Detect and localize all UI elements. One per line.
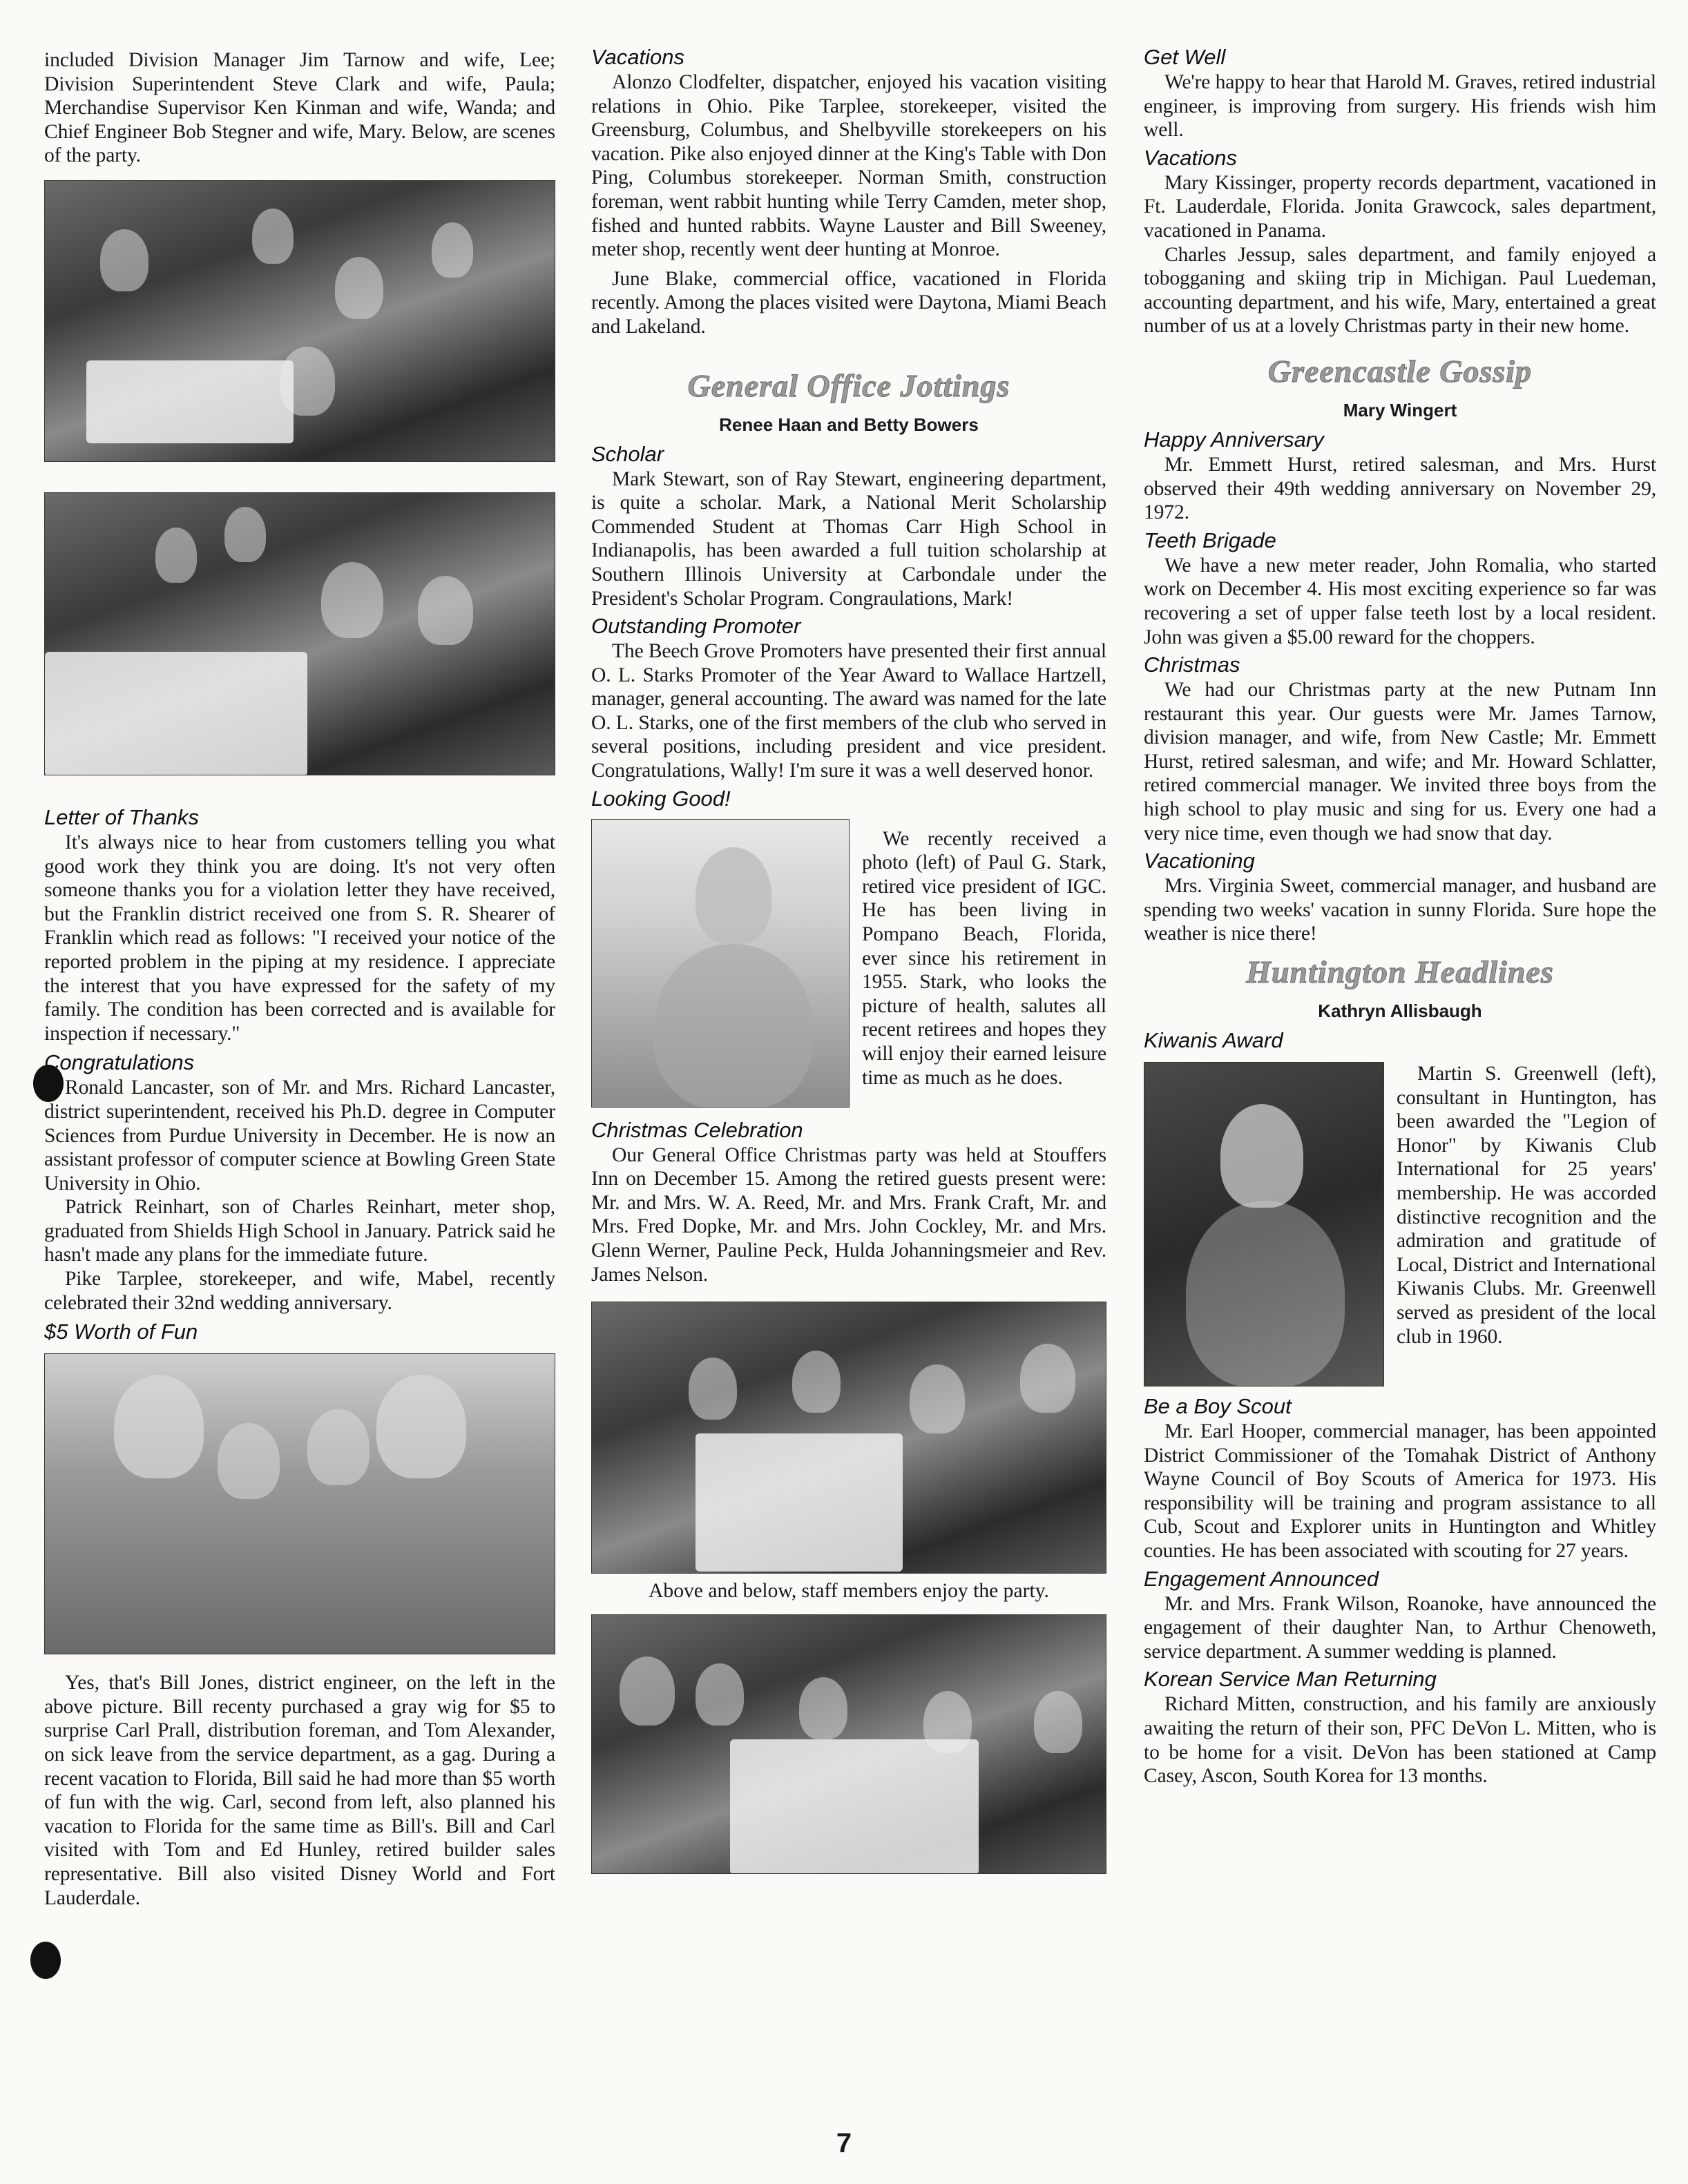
huntington-headlines-title: Huntington Headlines — [1246, 954, 1554, 990]
boy-scout-body: Mr. Earl Hooper, commercial manager, has been appointed District Commissioner of the Tomahak District of Anthony Wayne Council of Boy Scouts of America for 1973. His responsibility will be training and program assistance to all Cub, Scout and Explorer units in Huntington and Whitley counties. He has been associated with scouting for 27 years. — [1144, 1420, 1656, 1562]
vacations-col3-paragraph-1: Mary Kissinger, property records department, vacationed in Ft. Lauderdale, Florida. Jonita Grawcock, sales department, vacationed in Panama. — [1144, 171, 1656, 242]
martin-greenwell-photo — [1144, 1062, 1384, 1386]
general-office-byline: Renee Haan and Betty Bowers — [719, 414, 979, 435]
party-photo-caption: Above and below, staff members enjoy the party. — [649, 1580, 1049, 1603]
vacationing-heading: Vacationing — [1144, 849, 1255, 873]
get-well-body: We're happy to hear that Harold M. Graves, retired industrial engineer, is improving from surgery. His friends wish him well. — [1144, 71, 1656, 142]
vacations-paragraph-2: June Blake, commercial office, vacationed in Florida recently. Among the places visited were Daytona, Miami Beach and Lakeland. — [591, 267, 1106, 338]
christmas-party-photo-1 — [591, 1302, 1106, 1574]
letter-of-thanks-heading: Letter of Thanks — [44, 804, 200, 829]
korean-service-body: Richard Mitten, construction, and his family are anxiously awaiting the return of their son, PFC DeVon L. Mitten, who is to be home for a visit. DeVon has been stationed at Camp Casey, Ascon, South Korea for 13 months. — [1144, 1693, 1656, 1788]
intro-paragraph: included Division Manager Jim Tarnow and wife, Lee; Division Superintendent Steve Clark and wife, Paula; Merchandise Supervisor Ken Kinman and wife, Wanda; and Chief Engineer Bob Stegner and wife, Mary. Below, are scenes of the party. — [44, 49, 555, 167]
korean-service-heading: Korean Service Man Returning — [1144, 1667, 1437, 1692]
engagement-body: Mr. and Mrs. Frank Wilson, Roanoke, have announced the engagement of their daughter Nan, to Arthur Chenoweth, service department. A summer wedding is planned. — [1144, 1592, 1656, 1663]
christmas-party-photo-2 — [591, 1614, 1106, 1874]
looking-good-body: We recently received a photo (left) of Paul G. Stark, retired vice president of IGC. He has been living in Pompano Beach, Florida, ever since his retirement in 1955. Stark, who looks the picture of health, salutes all recent retirees and hopes they will enjoy their earned leisure time as much as he does. — [862, 827, 1106, 1089]
congratulations-paragraph-2: Patrick Reinhart, son of Charles Reinhart, meter shop, graduated from Shields High School in January. Patrick said he hasn't made any plans for the immediate future. — [44, 1196, 555, 1266]
wig-photo — [44, 1353, 555, 1654]
teeth-brigade-body: We have a new meter reader, John Romalia, who started work on December 4. His most exciting experience so far was recovering a set of upper false teeth lost by a local resident. John was given a $5.00 reward for the choppers. — [1144, 554, 1656, 648]
five-dollar-fun-body: Yes, that's Bill Jones, district engineer, on the left in the above picture. Bill recenty purchased a gray wig for $5 to surprise Carl Prall, distribution foreman, and Tom Alexander, on sick leave from the service department, as a gag. During a recent vacation to Florida, Bill said he had more than $5 worth of fun with the wig. Carl, second from left, also planned his vacation to Florida for the same time as Bill's. Bill and Carl visited with Tom and Ed Hunley, retired builder sales representative. Bill also visited Disney World and Fort Lauderdale. — [44, 1672, 555, 1909]
kiwanis-award-body: Martin S. Greenwell (left), consultant in Huntington, has been awarded the "Legion of Honor" by Kiwanis Club International for 25 years' membership. He was accorded distinctive recognition and the admiration and gratitude of Local, District and International Kiwanis Clubs. Mr. Greenwell served as president of the local club in 1960. — [1397, 1063, 1656, 1348]
get-well-heading: Get Well — [1144, 45, 1226, 69]
column-2 — [591, 45, 1106, 1874]
congratulations-heading: Congratulations — [44, 1050, 195, 1075]
christmas-heading: Christmas — [1144, 653, 1240, 677]
christmas-body: We had our Christmas party at the new Putnam Inn restaurant this year. Our guests were Mr. James Tarnow, division manager, and wife, from New Castle; Mr. Emmett Hurst, retired salesman, and wife; and Mr. Howard Schlatter, retired commercial manager. We invited three boys from the high school to play music and sing for us. Every one had a very nice time, even though we had snow that day. — [1144, 679, 1656, 844]
party-photo-1 — [44, 180, 555, 462]
vacations-heading-col3: Vacations — [1144, 145, 1237, 170]
vacations-heading: Vacations — [591, 45, 684, 69]
general-office-jottings-title: General Office Jottings — [687, 367, 1010, 403]
letter-of-thanks-body: It's always nice to hear from customers telling you what good work they think you are doing. It's not very often someone thanks you for a violation letter they have received, but the Franklin district received one from S. R. Shearer of Franklin which read as follows: "I received your notice of the reported problem in the piping at my residence. I appreciate the interest that you have expressed for the safety of my family. The condition has been corrected and is available for inspection if necessary." — [44, 831, 555, 1045]
vacationing-body: Mrs. Virginia Sweet, commercial manager, and husband are spending two weeks' vacation in sunny Florida. Sure hope the weather is nice there! — [1144, 875, 1656, 945]
congratulations-paragraph-1: Ronald Lancaster, son of Mr. and Mrs. Richard Lancaster, district superintendent, received his Ph.D. degree in Computer Sciences from Purdue University in December. He is now an assistant professor of computer science at Bowling Green State University in Ohio. — [44, 1076, 555, 1195]
vacations-col3-paragraph-2: Charles Jessup, sales department, and family enjoyed a tobogganing and skiing trip in Michigan. Paul Luedeman, accounting department, and his wife, Mary, entertained a great number of us at a lovely Christmas party in their new home. — [1144, 243, 1656, 338]
outstanding-promoter-body: The Beech Grove Promoters have presented their first annual O. L. Starks Promoter of the Year Award to Wallace Hartzell, manager, general accounting. The award was named for the late O. L. Starks, one of the first members of the club who served in several positions, including president and vice president. Congratulations, Wally! I'm sure it was a well deserved honor. — [591, 640, 1106, 782]
party-photo-2 — [44, 492, 555, 775]
outstanding-promoter-heading: Outstanding Promoter — [591, 614, 801, 639]
five-dollar-fun-heading: $5 Worth of Fun — [44, 1320, 198, 1344]
greencastle-byline: Mary Wingert — [1343, 399, 1457, 421]
column-1 — [44, 48, 555, 1910]
boy-scout-heading: Be a Boy Scout — [1144, 1394, 1292, 1419]
teeth-brigade-heading: Teeth Brigade — [1144, 528, 1276, 552]
huntington-byline: Kathryn Allisbaugh — [1318, 1001, 1482, 1022]
christmas-celebration-body: Our General Office Christmas party was held at Stouffers Inn on December 15. Among the retired guests present were: Mr. and Mrs. W. A. Reed, Mr. and Mrs. Frank Craft, Mr. and Mrs. Fred Dopke, Mr. and Mrs. John Cockley, Mr. and Mrs. Glenn Werner, Pauline Peck, Hulda Johanningsmeier and Rev. James Nelson. — [591, 1143, 1106, 1286]
happy-anniversary-heading: Happy Anniversary — [1144, 427, 1324, 452]
greencastle-gossip-title: Greencastle Gossip — [1267, 353, 1533, 389]
paul-stark-photo — [591, 819, 850, 1108]
scholar-heading: Scholar — [591, 441, 664, 466]
engagement-heading: Engagement Announced — [1144, 1566, 1379, 1591]
page-number: 7 — [836, 2128, 852, 2158]
happy-anniversary-body: Mr. Emmett Hurst, retired salesman, and Mrs. Hurst observed their 49th wedding anniversary on November 29, 1972. — [1144, 453, 1656, 524]
column-3 — [1144, 45, 1656, 1788]
vacations-paragraph-1: Alonzo Clodfelter, dispatcher, enjoyed his vacation visiting relations in Ohio. Pike Tarplee, storekeeper, visited the Greensburg, Columbus, and Shelbyville storekeepers on his vacation. Pike also enjoyed dinner at the King's Table with Don Ping, Columbus storekeeper. Norman Smith, construction foreman, went rabbit hunting while Terry Camden, meter shop, fished and hunted rabbits. Wayne Lauster and Bill Sweeney, meter shop, recently went deer hunting at Monroe. — [591, 71, 1106, 261]
kiwanis-award-heading: Kiwanis Award — [1144, 1028, 1283, 1053]
scholar-body: Mark Stewart, son of Ray Stewart, engineering department, is quite a scholar. Mark, a National Merit Scholarship Commended Student at Thomas Carr High School in Indianapolis, has been awarded a full tuition scholarship at Southern Illinois University at Carbondale under the President's Scholar Program. Congraulations, Mark! — [591, 467, 1106, 610]
christmas-celebration-heading: Christmas Celebration — [591, 1117, 803, 1142]
looking-good-heading: Looking Good! — [591, 786, 731, 811]
binder-hole-bottom — [30, 1942, 61, 1979]
congratulations-paragraph-3: Pike Tarplee, storekeeper, and wife, Mabel, recently celebrated their 32nd wedding anniversary. — [44, 1268, 555, 1314]
